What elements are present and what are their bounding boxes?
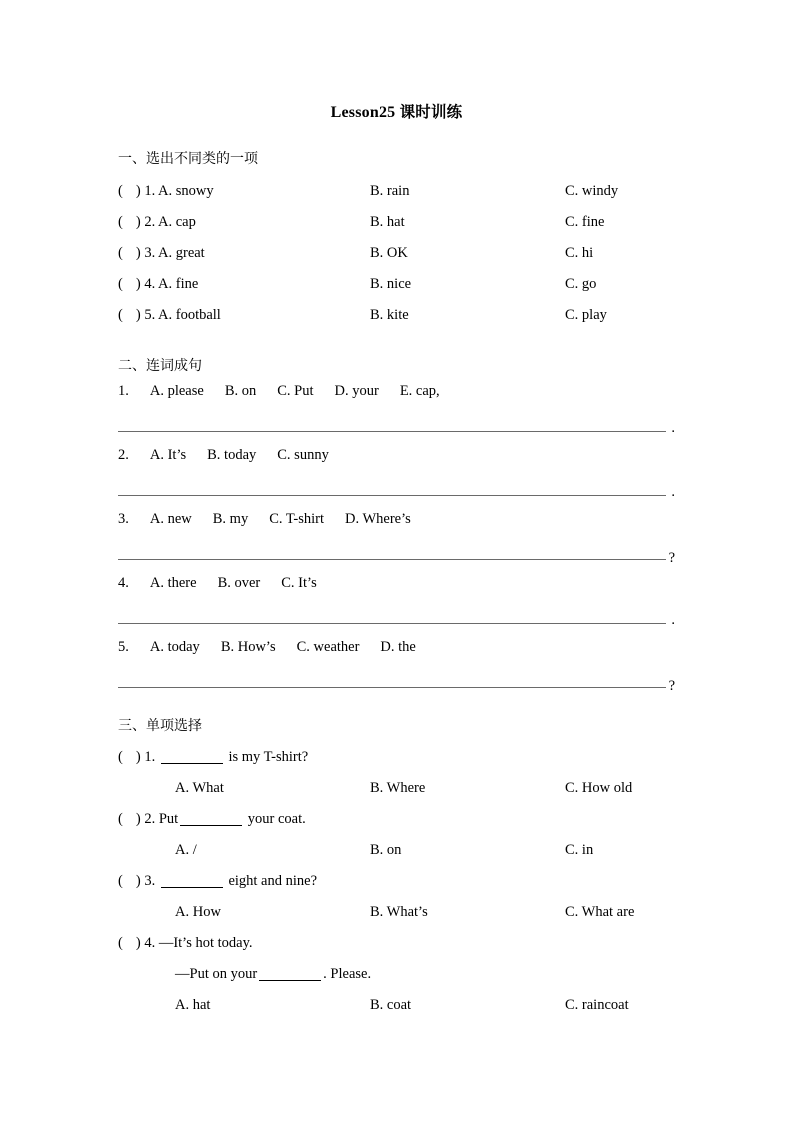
question-row[interactable]	[118, 207, 675, 238]
section-heading-1: 一、选出不同类的一项	[118, 151, 258, 168]
answer-line-wrapper[interactable]	[118, 534, 675, 566]
choice-c[interactable]: C. in	[565, 842, 594, 859]
word-chip[interactable]: C. Put	[277, 382, 314, 399]
choice-c[interactable]: C. hi	[565, 244, 594, 261]
choice-a[interactable]: A. cap	[158, 213, 196, 230]
fill-in-blank[interactable]	[161, 763, 223, 764]
word-order-words	[118, 376, 675, 406]
answer-rule[interactable]	[118, 431, 666, 432]
word-chip[interactable]: C. weather	[296, 638, 360, 655]
answer-line-wrapper[interactable]	[118, 662, 675, 694]
choice-a[interactable]: A. /	[175, 842, 197, 859]
answer-rule[interactable]	[118, 623, 666, 624]
question-number: 3.	[144, 244, 156, 261]
answer-punctuation: .	[671, 483, 675, 500]
choice-b[interactable]: B. coat	[370, 997, 412, 1014]
item-number: 4.	[118, 574, 129, 591]
word-chip[interactable]: B. my	[212, 510, 249, 527]
question-row[interactable]	[118, 269, 675, 300]
answer-paren[interactable]	[118, 873, 141, 889]
word-chip[interactable]: E. cap,	[399, 382, 440, 399]
question-number: 1.	[144, 749, 156, 766]
choice-b[interactable]: B. on	[370, 842, 402, 859]
stem-text-before: Put	[158, 811, 179, 828]
word-order-item	[118, 504, 675, 566]
stem-text-after: is my T-shirt?	[228, 749, 309, 766]
choice-b[interactable]: B. Where	[370, 780, 426, 797]
answer-punctuation: .	[671, 611, 675, 628]
word-chip[interactable]: C. It’s	[281, 574, 317, 591]
answer-punctuation: ?	[668, 549, 675, 566]
choice-c[interactable]: C. How old	[565, 780, 633, 797]
choice-b[interactable]: B. What’s	[370, 904, 428, 921]
word-chip[interactable]: D. Where’s	[345, 510, 411, 527]
answer-punctuation: .	[671, 419, 675, 436]
choice-b[interactable]: B. rain	[370, 182, 410, 199]
question-stem	[118, 238, 205, 269]
answer-paren[interactable]	[118, 276, 141, 292]
word-chip[interactable]: B. today	[207, 446, 257, 463]
word-order-item	[118, 568, 675, 630]
answer-rule[interactable]	[118, 687, 666, 688]
item-number: 2.	[118, 446, 129, 463]
choice-c[interactable]: C. windy	[565, 182, 619, 199]
item-number: 1.	[118, 382, 129, 399]
word-order-item	[118, 632, 675, 694]
mc-question-stem[interactable]	[118, 742, 675, 773]
choice-a[interactable]: A. football	[158, 306, 221, 323]
word-chip[interactable]: A. new	[149, 510, 192, 527]
choice-a[interactable]: A. What	[175, 780, 224, 797]
stem-text-after: eight and nine?	[228, 873, 318, 890]
mc-question-subline[interactable]	[118, 959, 675, 990]
choice-a[interactable]: A. hat	[175, 997, 211, 1014]
title-lesson: Lesson25	[330, 104, 396, 121]
word-order-words	[118, 632, 675, 662]
choice-b[interactable]: B. nice	[370, 275, 412, 292]
mc-choice-row[interactable]	[118, 835, 675, 866]
word-chip[interactable]: A. there	[149, 574, 197, 591]
answer-punctuation: ?	[668, 677, 675, 694]
word-chip[interactable]: D. your	[334, 382, 379, 399]
question-row[interactable]	[118, 300, 675, 331]
section-2-items	[118, 376, 675, 694]
answer-paren[interactable]	[118, 749, 141, 765]
answer-paren[interactable]	[118, 214, 141, 230]
question-stem	[118, 207, 196, 238]
word-chip[interactable]: B. on	[224, 382, 257, 399]
section-heading-3: 三、单项选择	[118, 717, 202, 734]
stem-text-after: your coat.	[247, 811, 306, 828]
word-chip[interactable]: A. It’s	[149, 446, 187, 463]
question-number: 3.	[144, 873, 156, 890]
question-row[interactable]	[118, 176, 675, 207]
item-number: 5.	[118, 638, 129, 655]
mc-question-stem[interactable]	[118, 866, 675, 897]
answer-line-wrapper[interactable]	[118, 406, 675, 438]
choice-c[interactable]: C. play	[565, 306, 607, 323]
question-number: 5.	[144, 306, 156, 323]
answer-paren[interactable]	[118, 307, 141, 323]
answer-line-wrapper[interactable]	[118, 598, 675, 630]
answer-paren[interactable]	[118, 935, 141, 951]
mc-choice-row[interactable]	[118, 990, 675, 1021]
choice-b[interactable]: B. kite	[370, 306, 409, 323]
mc-question-stem[interactable]	[118, 804, 675, 835]
choice-a[interactable]: A. great	[158, 244, 205, 261]
question-row[interactable]	[118, 238, 675, 269]
choice-a[interactable]: A. How	[175, 904, 221, 921]
word-chip[interactable]: B. over	[217, 574, 261, 591]
question-number: 4.	[144, 935, 156, 952]
word-chip[interactable]: C. T-shirt	[269, 510, 325, 527]
fill-in-blank[interactable]	[259, 980, 321, 981]
question-stem	[118, 269, 198, 300]
word-chip[interactable]: A. today	[149, 638, 200, 655]
answer-paren[interactable]	[118, 245, 141, 261]
answer-rule[interactable]	[118, 559, 666, 560]
word-chip[interactable]: C. sunny	[277, 446, 329, 463]
section-heading-2: 二、连词成句	[118, 357, 202, 374]
mc-question-stem[interactable]	[118, 928, 675, 959]
section-1-items	[118, 176, 675, 331]
fill-in-blank[interactable]	[161, 887, 223, 888]
question-number: 4.	[144, 275, 156, 292]
fill-in-blank[interactable]	[180, 825, 242, 826]
section-3-items	[118, 742, 675, 1021]
word-order-item	[118, 376, 675, 438]
question-number: 2.	[144, 213, 156, 230]
question-number: 2.	[144, 811, 156, 828]
mc-choice-row[interactable]	[118, 897, 675, 928]
answer-line-wrapper[interactable]	[118, 470, 675, 502]
choice-b[interactable]: B. OK	[370, 244, 408, 261]
question-stem	[118, 176, 214, 207]
choice-c[interactable]: C. go	[565, 275, 597, 292]
mc-choice-row[interactable]	[118, 773, 675, 804]
word-order-words	[118, 440, 675, 470]
word-order-words	[118, 568, 675, 598]
word-order-item	[118, 440, 675, 502]
word-chip[interactable]: A. please	[149, 382, 204, 399]
item-number: 3.	[118, 510, 129, 527]
answer-paren[interactable]	[118, 811, 141, 827]
dialogue-line-2-after: . Please.	[323, 966, 372, 983]
choice-a[interactable]: A. snowy	[158, 182, 214, 199]
choice-b[interactable]: B. hat	[370, 213, 405, 230]
dialogue-line-2-before: —Put on your	[175, 966, 258, 983]
choice-c[interactable]: C. raincoat	[565, 997, 629, 1014]
page-title	[118, 0, 675, 122]
title-chinese: 课时训练	[399, 103, 463, 121]
choice-c[interactable]: C. What are	[565, 904, 635, 921]
word-order-words	[118, 504, 675, 534]
answer-rule[interactable]	[118, 495, 666, 496]
choice-c[interactable]: C. fine	[565, 213, 605, 230]
answer-paren[interactable]	[118, 183, 141, 199]
question-number: 1.	[144, 182, 156, 199]
choice-a[interactable]: A. fine	[158, 275, 199, 292]
word-chip[interactable]: B. How’s	[220, 638, 276, 655]
question-stem	[118, 300, 221, 331]
word-chip[interactable]: D. the	[380, 638, 416, 655]
dialogue-line-1: —It’s hot today.	[158, 935, 253, 952]
